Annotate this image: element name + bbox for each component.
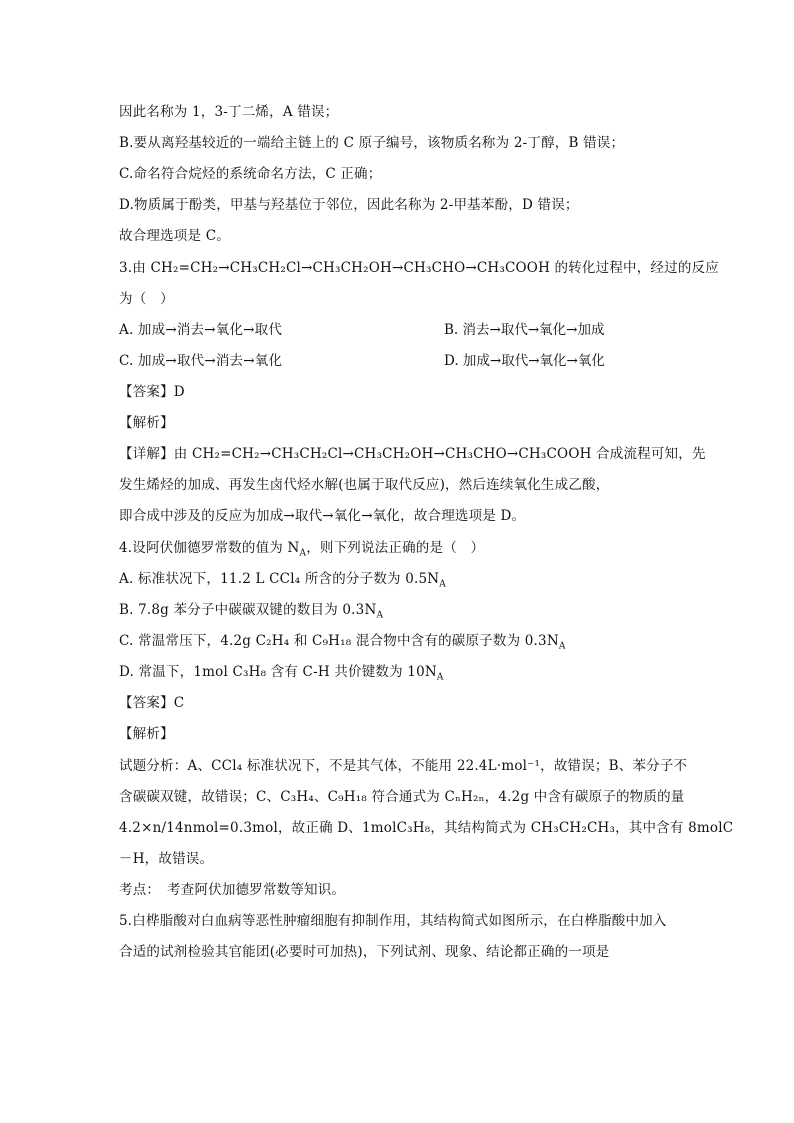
text-line: 因此名称为 1，3-丁二烯，A 错误； [119,104,339,120]
text-line: 即合成中涉及的反应为加成→取代→氧化→氧化，故合理选项是 D。 [119,508,526,524]
text-line: B.要从离羟基较近的一端给主链上的 C 原子编号，该物质名称为 2-丁醇，B 错误； [119,135,625,151]
text-line: 发生烯烃的加成、再发生卤代烃水解(也属于取代反应)，然后连续氧化生成乙酸， [119,477,610,493]
analysis-label: 【解析】 [119,415,174,431]
text-line: 含碳碳双键，故错误；C、C₃H₄、C₉H₁₈ 符合通式为 CₙH₂ₙ，4.2g 中含有碳原子的物质的量 [119,789,685,805]
text-line: C.命名符合烷烃的系统命名方法，C 正确； [119,166,382,182]
text-line: 4.2×n/14nmol=0.3mol，故正确 D、1molC₃H₈，其结构简式为 CH₃CH₂CH₃，其中含有 8molC [119,820,734,836]
text-line: 故合理选项是 C。 [119,228,230,244]
knowledge-point: 考点： 考查阿伏加德罗常数等知识。 [119,882,346,898]
option-c: C. 加成→取代→消去→氧化 [119,353,283,369]
answer-label: 【答案】C [119,695,185,711]
question-5-stem-cont: 合适的试剂检验其官能团(必要时可加热)，下列试剂、现象、结论都正确的一项是 [119,944,610,960]
question-3-stem: 3.由 CH₂=CH₂→CH₃CH₂Cl→CH₃CH₂OH→CH₃CHO→CH₃COOH 的转化过程中，经过的反应 [119,260,719,276]
option-d: D. 常温下，1mol C₃H₈ 含有 C-H 共价键数为 $10N_A$ [119,664,444,683]
question-5-stem: 5.白桦脂酸对白血病等恶性肿瘤细胞有抑制作用，其结构简式如图所示，在白桦脂酸中加入 [119,913,667,929]
analysis-label: 【解析】 [119,726,174,742]
text-line: －H，故错误。 [119,851,214,867]
text-line: 试题分析：A、CCl₄ 标准状况下，不是其气体，不能用 22.4L·mol⁻¹，故错误；B、苯分子不 [119,758,688,774]
text-line: D.物质属于酚类，甲基与羟基位于邻位，因此名称为 2-甲基苯酚，D 错误； [119,197,579,213]
option-a: A. 加成→消去→氧化→取代 [119,322,283,338]
option-b: B. 消去→取代→氧化→加成 [444,322,605,338]
option-a: A. 标准状况下，11.2 L CCl₄ 所含的分子数为 $0.5N_A$ [119,571,446,590]
option-b: B. 7.8g 苯分子中碳碳双键的数目为 $0.3N_A$ [119,602,384,621]
option-c: C. 常温常压下，4.2g C₂H₄ 和 C₉H₁₈ 混合物中含有的碳原子数为 $0.3N_A$ [119,633,566,652]
question-3-stem-cont: 为（ ） [119,291,174,307]
question-4-stem: 4.设阿伏伽德罗常数的值为 $N_A$，则下列说法正确的是（ ） [119,540,485,559]
text-line: 【详解】由 CH₂=CH₂→CH₃CH₂Cl→CH₃CH₂OH→CH₃CHO→CH₃COOH 合成流程可知，先 [119,446,706,462]
option-d: D. 加成→取代→氧化→氧化 [444,353,605,369]
answer-label: 【答案】D [119,384,185,400]
